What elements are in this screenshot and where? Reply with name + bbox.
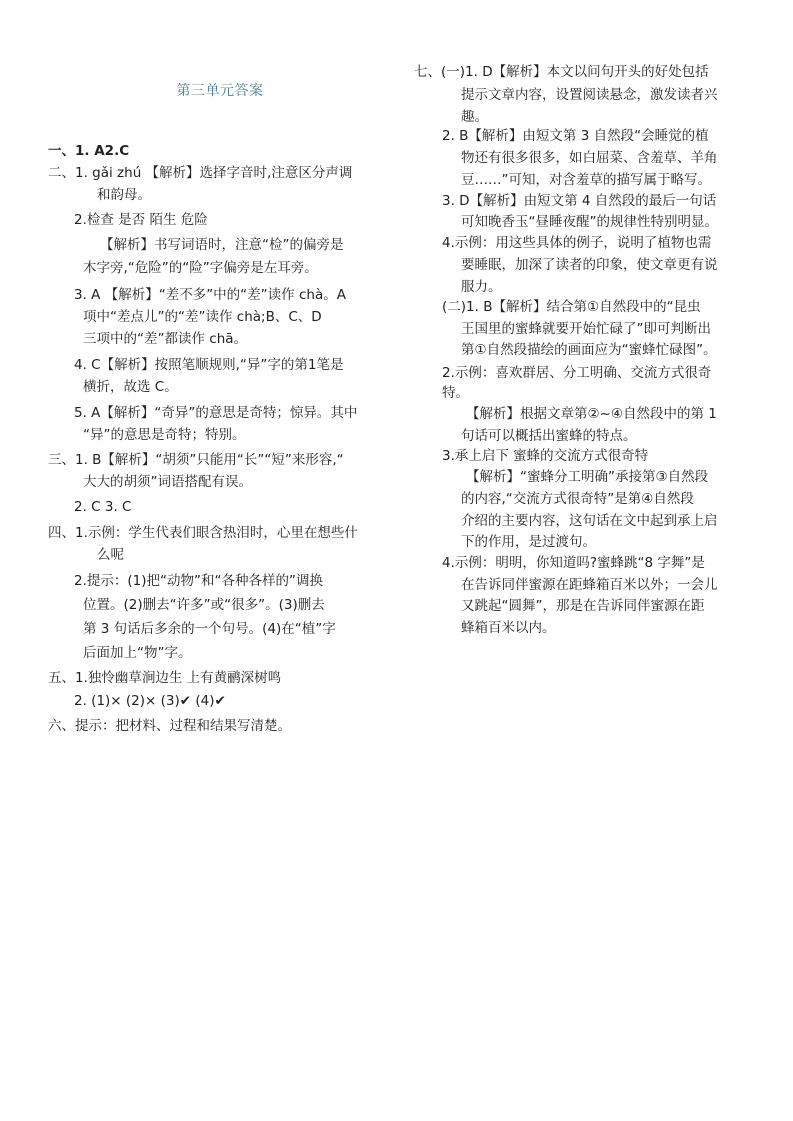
answer-line: 2. C 3. C <box>74 499 132 515</box>
answer-line: 第①自然段描绘的画面应为“蜜蜂忙碌图”。 <box>461 342 717 358</box>
answer-line: 介绍的主要内容，这句话在文中起到承上启 <box>461 513 718 529</box>
answer-line: 趣。 <box>461 109 488 125</box>
answer-line: 六、提示：把材料、过程和结果写清楚。 <box>48 718 291 734</box>
answer-line: 2. B【解析】由短文第 3 自然段“会睡觉的植 <box>442 128 709 144</box>
answer-line: “异”的意思是奇特；特别。 <box>83 427 246 443</box>
answer-line: (二)1. B【解析】结合第①自然段中的“昆虫 <box>442 299 701 315</box>
answer-line: 的内容,“交流方式很奇特”是第④自然段 <box>461 491 694 507</box>
answer-line: 5. A【解析】“奇异”的意思是奇特；惊异。其中 <box>74 405 358 421</box>
answer-line: 么呢 <box>97 547 124 563</box>
answer-line: 2. (1)× (2)× (3)✔ (4)✔ <box>74 693 226 709</box>
answer-line: 物还有很多很多，如白屈菜、含羞草、羊角 <box>461 150 718 166</box>
answer-line: 【解析】根据文章第②~④自然段中的第 1 <box>466 406 717 422</box>
page-title: 第三单元答案 <box>176 83 264 99</box>
answer-line: 服力。 <box>461 279 502 295</box>
answer-line: 四、1.示例：学生代表们眼含热泪时，心里在想些什 <box>48 525 358 541</box>
answer-line: 二、1. gǎi zhú 【解析】选择字音时,注意区分声调 <box>48 165 353 181</box>
answer-line: 和韵母。 <box>97 187 151 203</box>
answer-line: 五、1.独怜幽草涧边生 上有黄鹂深树鸣 <box>48 670 282 686</box>
answer-line: 蜂箱百米以内。 <box>461 620 556 636</box>
answer-line: 句话可以概括出蜜蜂的特点。 <box>461 428 637 444</box>
answer-line: 在告诉同伴蜜源在距蜂箱百米以外；一会儿 <box>461 577 718 593</box>
answer-line: 三、1. B【解析】“胡须”只能用“长”“短”来形容,“ <box>48 452 344 468</box>
answer-line: 位置。(2)删去“许多”或“很多”。(3)删去 <box>83 597 325 613</box>
answer-line: 三项中的“差”都读作 chā。 <box>83 331 248 347</box>
answer-line: 要睡眠，加深了读者的印象，使文章更有说 <box>461 257 718 273</box>
answer-line: 【解析】书写词语时，注意“检”的偏旁是 <box>100 237 344 253</box>
answer-line: 2.提示：(1)把“动物”和“各种各样的”调换 <box>74 573 323 589</box>
answer-line: 4.示例：用这些具体的例子，说明了植物也需 <box>442 235 712 251</box>
answer-line: 可知晚香玉“昼睡夜醒”的规律性特别明显。 <box>461 214 718 230</box>
answer-line: 4.示例：明明，你知道吗?蜜蜂跳“8 字舞”是 <box>442 555 705 571</box>
answer-line: 王国里的蜜蜂就要开始忙碌了”即可判断出 <box>461 321 711 337</box>
answer-line: 一、1. A2.C <box>48 143 130 159</box>
answer-line: 七、(一)1. D【解析】本文以问句开头的好处包括 <box>414 64 709 80</box>
answer-line: 3.承上启下 蜜蜂的交流方式很奇特 <box>442 448 649 464</box>
answer-line: 豆……”可知，对含羞草的描写属于略写。 <box>461 172 711 188</box>
answer-line: 特。 <box>442 385 469 401</box>
answer-line: 3. A 【解析】“差不多”中的“差”读作 chà。A <box>74 287 346 303</box>
answer-line: 后面加上“物”字。 <box>83 645 192 661</box>
answer-line: 大大的胡须”词语搭配有误。 <box>83 474 252 490</box>
answer-line: 第 3 句话后多余的一个句号。(4)在“植”字 <box>83 621 336 637</box>
answer-line: 3. D【解析】由短文第 4 自然段的最后一句话 <box>442 193 717 209</box>
answer-line: 下的作用，是过渡句。 <box>461 534 596 550</box>
answer-line: 提示文章内容，设置阅读悬念，激发读者兴 <box>461 87 718 103</box>
answer-line: 项中“差点儿”的“差”读作 chà;B、C、D <box>83 309 322 325</box>
answer-line: 横折，故选 C。 <box>83 379 178 395</box>
answer-line: 又跳起“圆舞”，那是在告诉同伴蜜源在距 <box>461 598 705 614</box>
answer-line: 4. C【解析】按照笔顺规则,“异”字的第1笔是 <box>74 357 344 373</box>
answer-line: 木字旁,“危险”的“险”字偏旁是左耳旁。 <box>83 260 318 276</box>
answer-line: 2.检查 是否 陌生 危险 <box>74 212 208 228</box>
answer-line: 【解析】“蜜蜂分工明确”承接第③自然段 <box>466 469 709 485</box>
answer-line: 2.示例：喜欢群居、分工明确、交流方式很奇 <box>442 365 712 381</box>
